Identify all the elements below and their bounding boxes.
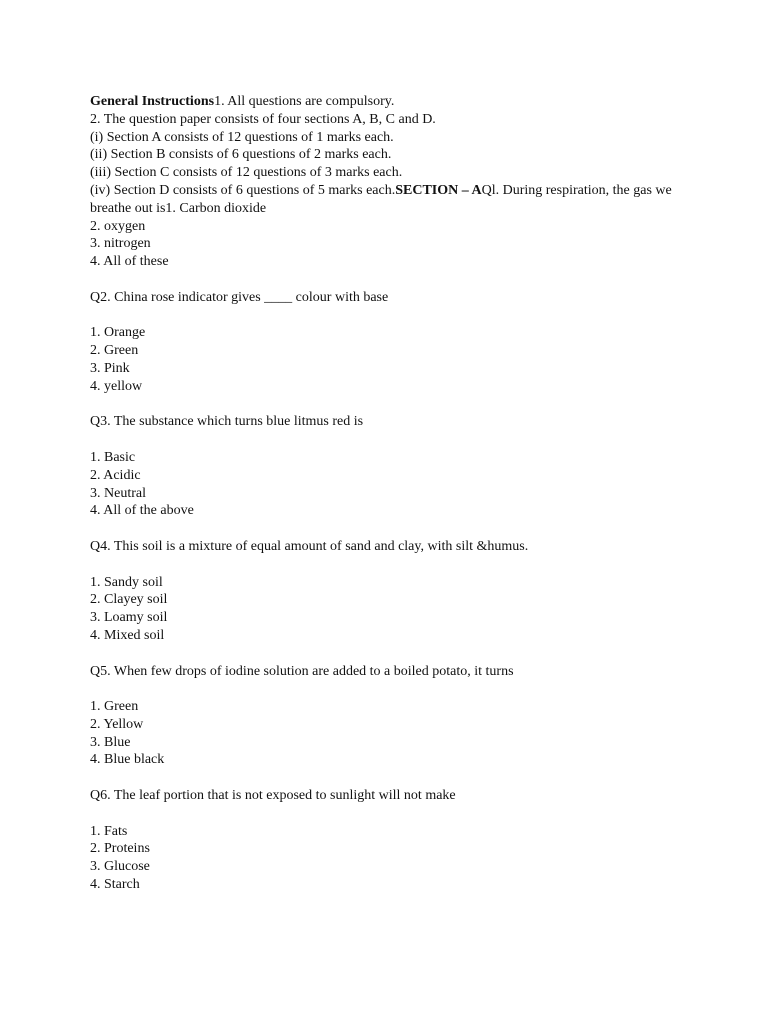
section-title: SECTION – A: [395, 182, 482, 198]
question-3-option: 2. Acidic: [90, 467, 141, 483]
question-2-option: 3. Pink: [90, 360, 130, 376]
section-d-info: (iv) Section D consists of 6 questions of 5 marks each.: [90, 182, 396, 198]
question-2-option: 4. yellow: [90, 378, 143, 394]
question-6-text: Q6. The leaf portion that is not exposed to sunlight will not make: [90, 788, 456, 804]
question-3-text: Q3. The substance which turns blue litmus red is: [90, 414, 364, 430]
question-4-option: 3. Loamy soil: [90, 610, 168, 626]
question-4-option: 2. Clayey soil: [90, 592, 168, 608]
section-c-info: (iii) Section C consists of 12 questions of 3 marks each.: [90, 165, 403, 181]
section-b-info: (ii) Section B consists of 6 questions of 2 marks each.: [90, 147, 392, 163]
question-5-option: 4. Blue black: [90, 752, 165, 768]
section-a-info: (i) Section A consists of 12 questions of 1 marks each.: [90, 129, 394, 145]
question-4-option: 1. Sandy soil: [90, 574, 163, 590]
question-1-option: 3. nitrogen: [90, 236, 151, 252]
question-6-option: 1. Fats: [90, 823, 128, 839]
question-5-option: 2. Yellow: [90, 716, 144, 732]
instructions-line: [90, 93, 708, 111]
instruction-2: 2. The question paper consists of four sections A, B, C and D.: [90, 111, 436, 127]
question-6-option: 3. Glucose: [90, 859, 150, 875]
question-4-text: Q4. This soil is a mixture of equal amount of sand and clay, with silt &humus.: [90, 538, 529, 554]
instruction-1: 1. All questions are compulsory.: [214, 94, 395, 109]
question-2-option: 1. Orange: [90, 325, 146, 341]
question-5-option: 3. Blue: [90, 734, 131, 750]
question-5-text: Q5. When few drops of iodine solution are added to a boiled potato, it turns: [90, 663, 514, 679]
question-5-option: 1. Green: [90, 699, 139, 715]
question-1-option: 1. Carbon dioxide: [165, 200, 267, 216]
question-3-option: 1. Basic: [90, 449, 136, 465]
question-2-text: Q2. China rose indicator gives ____ colour with base: [90, 289, 389, 305]
instructions-title: General Instructions: [90, 94, 215, 109]
question-1-text: Ql. During respiration, the gas we breathe out is: [90, 182, 672, 216]
section-d-line: [90, 182, 708, 218]
question-3-option: 4. All of the above: [90, 503, 194, 519]
question-6-option: 2. Proteins: [90, 841, 150, 857]
question-4-option: 4. Mixed soil: [90, 627, 165, 643]
question-2-option: 2. Green: [90, 343, 139, 359]
question-3-option: 3. Neutral: [90, 485, 146, 501]
question-6-option: 4. Starch: [90, 877, 140, 893]
question-1-option: 4. All of these: [90, 254, 169, 270]
question-1-option: 2. oxygen: [90, 218, 146, 234]
